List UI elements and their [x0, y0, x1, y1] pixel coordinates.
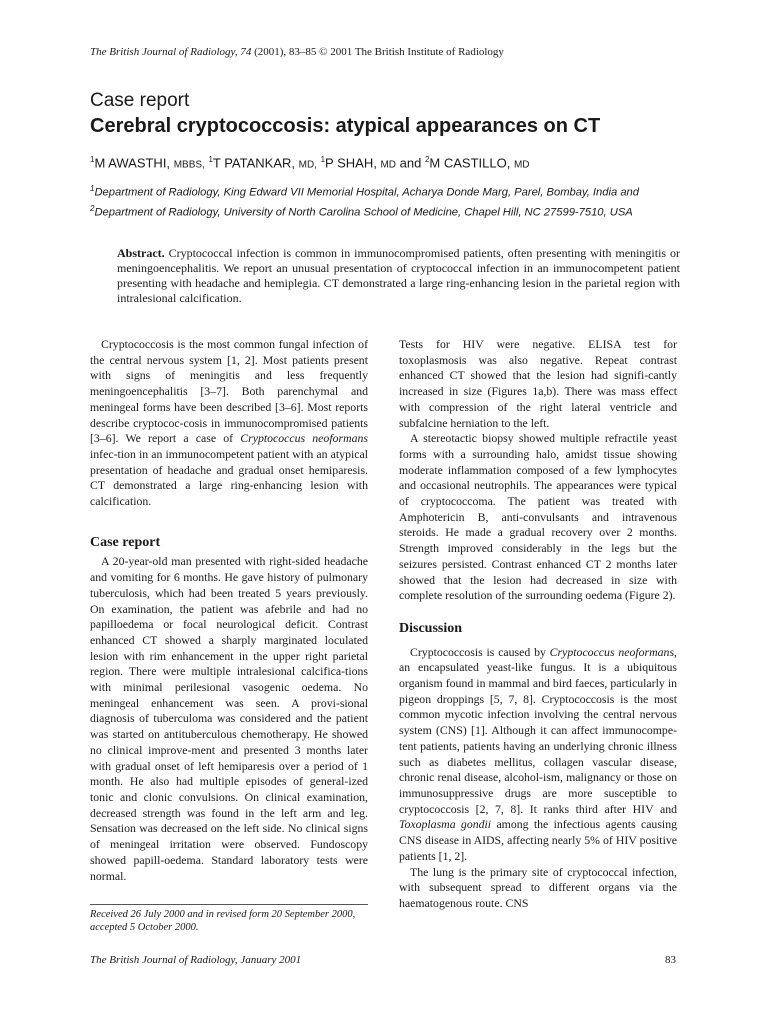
affil-text: Department of Radiology, King Edward VII Memorial Hospital, Acharya Donde Marg, Parel, Bombay, India: [94, 186, 618, 199]
affil-and: and: [620, 186, 639, 199]
author-name: M CASTILLO,: [429, 155, 511, 171]
affil-text: Department of Radiology, University of North Carolina School of Medicine, Chapel Hill, NC 27599-7510, USA: [94, 206, 633, 219]
author-name: M AWASTHI,: [94, 155, 171, 171]
running-header: [90, 46, 504, 58]
left-column: [90, 337, 368, 884]
author-degree: MD,: [298, 159, 317, 171]
journal-name: The British Journal of Radiology,: [90, 46, 238, 58]
intro-text: infec-tion in an immunocompetent patient with an atypical presentation of headache and gradual onset hemiparesis. CT demonstrated a large ring-enhancing lesion with calcification.: [90, 446, 368, 509]
journal-volume: 74: [240, 46, 252, 58]
article-type: Case report: [90, 90, 190, 111]
biopsy-paragraph: A stereotactic biopsy showed multiple refractile yeast forms with a surrounding halo, amidst tissue showing moderate inflammation composed of a few lymphocytes and occasional neutrophils. The appearances were typical of cryptococcoma. The patient was treated with Amphotericin B, anti-convulsants and intravenous steroids. He made a gradual recovery over 2 months. Strength improved considerably in the legs but the seizures persisted. Contrast enhanced CT 2 months later showed that the lesion had decreased in size with complete resolution of the surrounding oedema (Figure 2).: [399, 431, 677, 603]
footer-journal: The British Journal of Radiology, January 2001: [90, 954, 302, 966]
abstract-text: Cryptococcal infection is common in immunocompromised patients, often presenting with meningitis or meningoencephalitis. We report an unusual presentation of cryptococcal infection in an immunocompetent patient presenting with headache and hemiplegia. CT demonstrated a large ring-enhancing lesion in the parietal region with intralesional calcification.: [117, 246, 681, 305]
discussion-species: Toxoplasma gondii: [399, 817, 492, 832]
article-title: Cerebral cryptococcosis: atypical appearances on CT: [90, 115, 601, 137]
author-name: T PATANKAR,: [212, 155, 295, 171]
author-sup: 1: [90, 155, 95, 164]
intro-species: Cryptococcus neoformans: [240, 431, 368, 446]
author-name: P SHAH,: [325, 155, 377, 171]
discussion-paragraph-2: The lung is the primary site of cryptococcal infection, with subsequent spread to different organs via the haematogenous route. CNS: [399, 864, 677, 910]
received-note: Received 26 July 2000 and in revised form 20 September 2000, accepted 5 October 2000.: [90, 909, 356, 933]
footnote-rule: [90, 904, 368, 905]
author-degree: MBBS,: [173, 159, 205, 171]
discussion-text: Cryptococcosis is caused by: [410, 644, 546, 659]
header-rest: (2001), 83–85 © 2001 The British Institute of Radiology: [254, 46, 504, 58]
author-list: [90, 155, 530, 170]
case-report-heading: Case report: [90, 534, 161, 550]
discussion-text: among the infectious agents causing CNS disease in AIDS, affecting nearly 5% of HIV positive patients [1, 2].: [399, 817, 677, 863]
results-paragraph: Tests for HIV were negative. ELISA test for toxoplasmosis was also negative. Repeat contrast enhanced CT showed that the lesion had signifi-cantly increased in size (Figures 1a,b). There was mass effect with compression of the right lateral ventricle and subfalcine herniation to the left.: [399, 337, 677, 430]
discussion-species: Cryptococcus neoformans: [549, 644, 675, 659]
author-sup: 1: [208, 155, 213, 164]
author-degree: MD: [513, 159, 530, 171]
author-degree: MD: [380, 159, 397, 171]
intro-text: Cryptococcosis is the most common fungal infection of the central nervous system [1, 2]. Most patients present with signs of meningitis and less frequently meningoencephalitis [3–7]. Both parenchymal and meningeal forms have been described [3–6]. Most reports describe cryptococ-cosis in immunocompromised patients [3–6]. We report a case of: [90, 337, 368, 446]
author-and: and: [399, 155, 422, 171]
discussion-text: , an encapsulated yeast-like fungus. It is a ubiquitous organism found in mammal and bird faeces, particularly in pigeon droppings [5, 7, 8]. Cryptococcosis is the most common mycotic infection involving the central nervous system (CNS) [1]. Although it can affect immunocompe-tent patients, patients having an underlying chronic illness such as diabetes mellitus, collagen vascular disease, chronic renal disease, alcohol-ism, malignancy or those on immunosuppressive drugs are more susceptible to cryptococcosis [2, 7, 8]. It ranks third after HIV and: [399, 644, 677, 816]
discussion-paragraph: [399, 645, 677, 865]
author-sup: 2: [424, 155, 430, 164]
abstract-label: Abstract.: [117, 246, 165, 260]
right-column: [399, 337, 677, 912]
affil-sup: 2: [90, 203, 95, 213]
abstract: [117, 246, 680, 306]
affiliations: [90, 181, 680, 220]
affil-sup: 1: [90, 184, 95, 193]
author-sup: 1: [320, 155, 326, 164]
page-number: 83: [665, 954, 676, 966]
discussion-heading: Discussion: [399, 620, 463, 636]
case-report-paragraph: A 20-year-old man presented with right-sided headache and vomiting for 6 months. He gave history of pulmonary tuberculosis, which had been treated 5 years previously. On examination, the patient was afebrile and had no papilloedema or focal neurological deficit. Contrast enhanced CT showed a sharply marginated loculated lesion with rim enhancement in the upper right parietal region. There were multiple intralesional calcifica-tions with minimal perilesional vasogenic oedema. No meningeal enhancement was seen. A provi-sional diagnosis of tuberculoma was considered and the patient was started on antituberculous chemotherapy. He showed no clinical improve-ment and presented 3 months later with gradual onset of left hemiparesis over a period of 1 month. He also had multiple episodes of general-ized tonic and clonic convulsions. On clinical examination, decreased strength was found in the left arm and leg. Sensation was decreased on the left side. No clinical signs of meningeal irritation were observed. Fundoscopy showed papill-oedema. Standard laboratory tests were normal.: [90, 554, 368, 883]
intro-paragraph: [90, 337, 368, 510]
